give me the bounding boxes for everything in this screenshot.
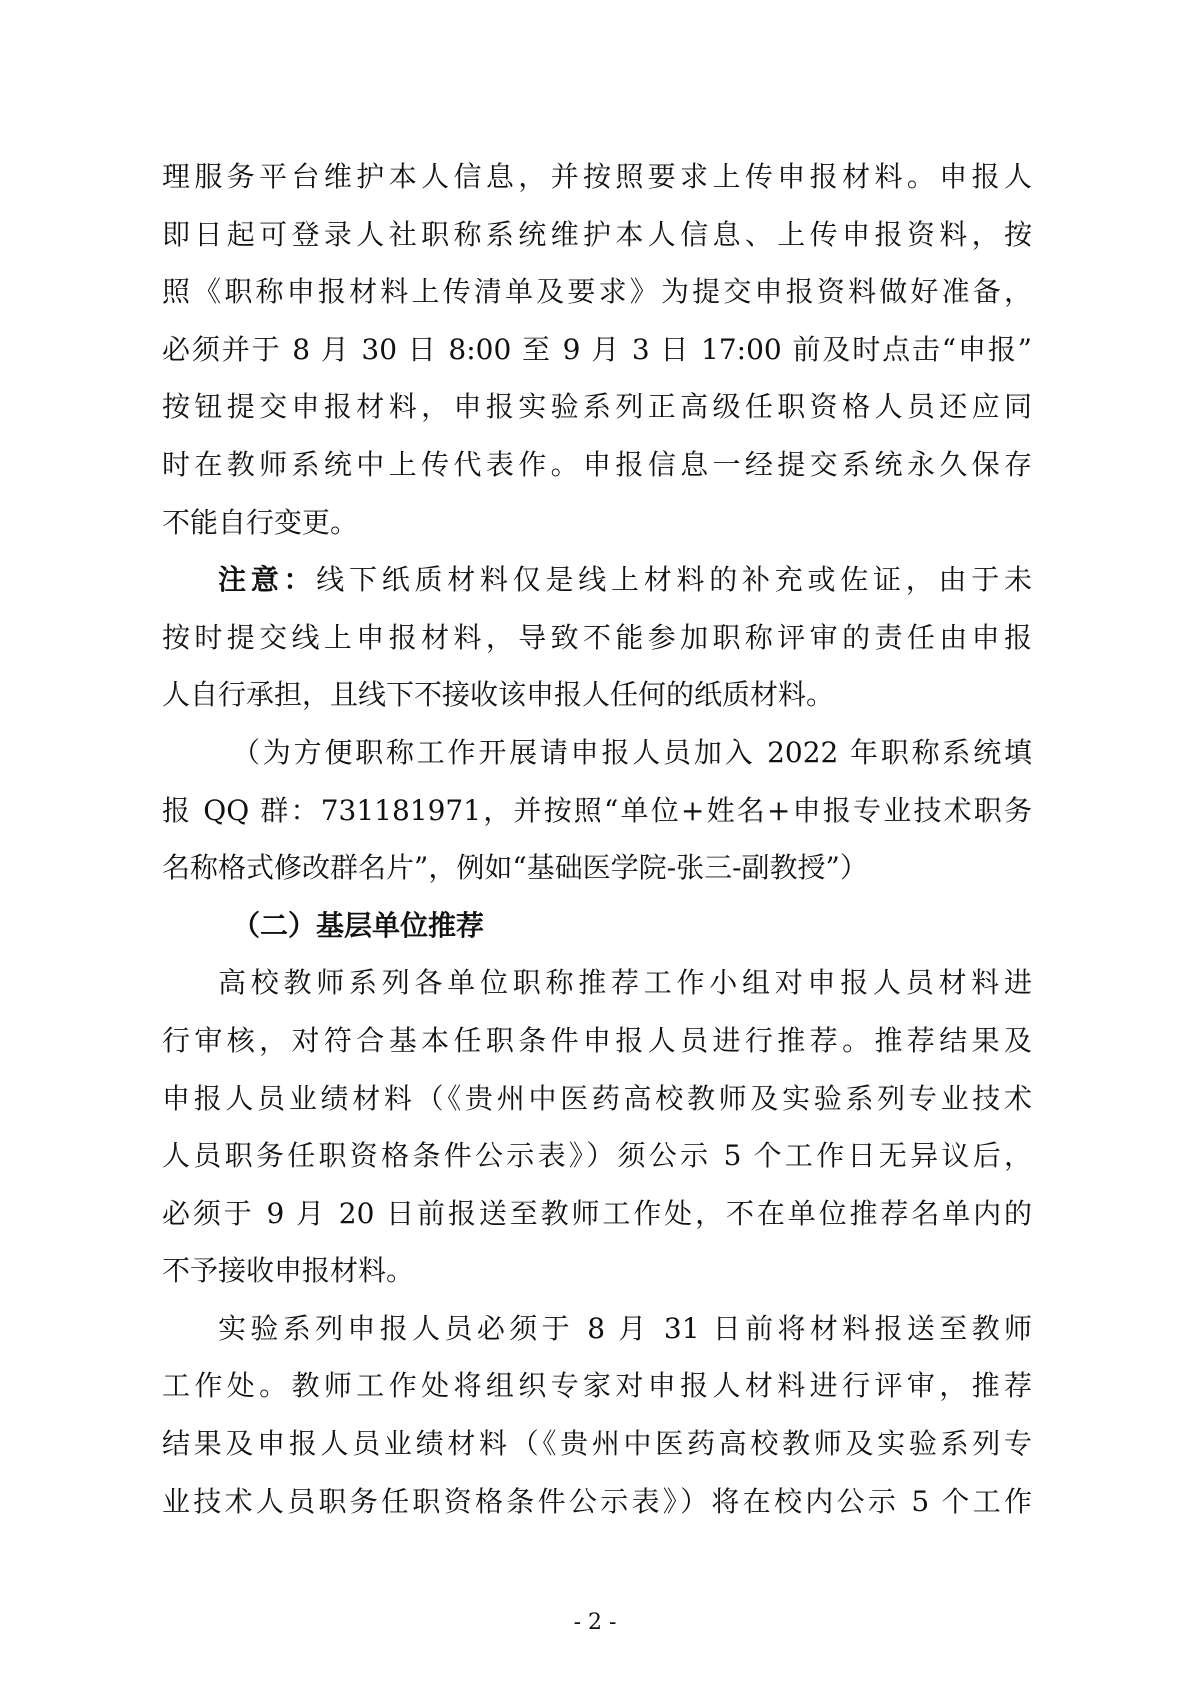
text-line: 人自行承担，且线下不接收该申报人任何的纸质材料。 <box>162 678 835 712</box>
text-line: 即日起可登录人社职称系统维护本人信息、上传申报资料，按 <box>162 217 1032 251</box>
text-line: 不能自行变更。 <box>162 505 359 539</box>
note-label: 注意： <box>218 563 317 597</box>
document-body <box>162 148 1032 1530</box>
text-line: 行审核，对符合基本任职条件申报人员进行推荐。推荐结果及 <box>162 1023 1032 1057</box>
paragraph-registration <box>162 148 1032 551</box>
text-line: 报 QQ 群：731181971，并按照“单位+姓名+申报专业技术职务 <box>162 793 1032 827</box>
note-text: 线下纸质材料仅是线上材料的补充或佐证，由于未 <box>316 563 1032 597</box>
text-line: 申报人员业绩材料（《贵州中医药高校教师及实验系列专业技术 <box>162 1081 1032 1115</box>
text-line: 人员职务任职资格条件公示表》）须公示 5 个工作日无异议后， <box>162 1139 1032 1173</box>
paragraph-note <box>162 551 1032 724</box>
text-line: 结果及申报人员业绩材料（《贵州中医药高校教师及实验系列专 <box>162 1427 1032 1461</box>
text-line: 实验系列申报人员必须于 8 月 31 日前将材料报送至教师 <box>218 1311 1032 1345</box>
text-line: 工作处。教师工作处将组织专家对申报人材料进行评审，推荐 <box>162 1369 1032 1403</box>
text-line: 业技术人员职务任职资格条件公示表》）将在校内公示 5 个工作 <box>162 1484 1032 1518</box>
text-line: 高校教师系列各单位职称推荐工作小组对申报人员材料进 <box>218 966 1032 1000</box>
page-number: - 2 - <box>573 1610 617 1635</box>
text-line: 不予接收申报材料。 <box>162 1254 415 1288</box>
text-line: （为方便职称工作开展请申报人员加入 2022 年职称系统填 <box>232 735 1032 769</box>
text-line: 理服务平台维护本人信息，并按照要求上传申报材料。申报人 <box>162 160 1032 193</box>
text-line: 时在教师系统中上传代表作。申报信息一经提交系统永久保存 <box>162 447 1032 481</box>
paragraph-lab-series <box>162 1300 1032 1530</box>
text-line: 按钮提交申报材料，申报实验系列正高级任职资格人员还应同 <box>162 390 1032 424</box>
text-line: 必须并于 8 月 30 日 8:00 至 9 月 3 日 17:00 前及时点击“申报” <box>162 332 1032 366</box>
paragraph-qq-group <box>162 724 1032 897</box>
text-line: 照《职称申报材料上传清单及要求》为提交申报资料做好准备， <box>162 275 1032 309</box>
note-first-line <box>162 551 1032 609</box>
text-line: 名称格式修改群名片”，例如“基础医学院-张三-副教授”） <box>162 851 868 885</box>
paragraph-unit-recommendation <box>162 954 1032 1300</box>
text-line: 按时提交线上申报材料，导致不能参加职称评审的责任由申报 <box>162 620 1032 654</box>
text-line: 必须于 9 月 20 日前报送至教师工作处，不在单位推荐名单内的 <box>162 1196 1032 1230</box>
section-heading: （二）基层单位推荐 <box>232 908 485 942</box>
